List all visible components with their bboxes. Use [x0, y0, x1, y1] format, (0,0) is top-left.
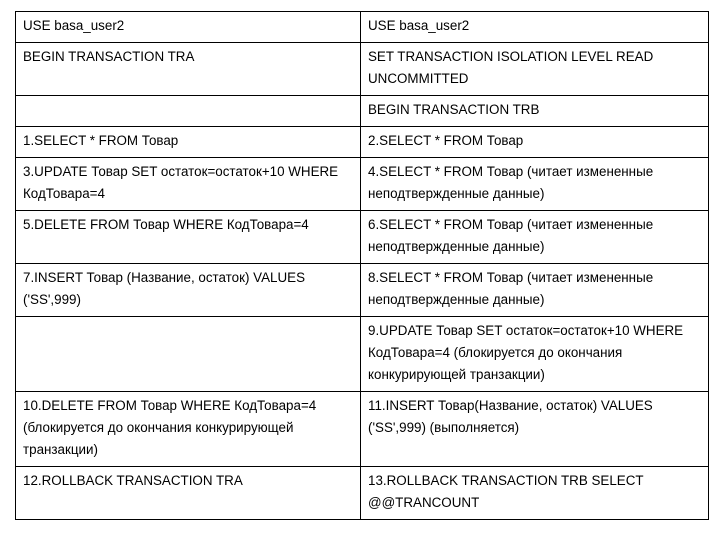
table-row — [16, 127, 709, 158]
right-cell: 6.SELECT * FROM Товар (читает измененные неподтвержденные данные) — [361, 211, 709, 264]
left-cell: 3.UPDATE Товар SET остаток=остаток+10 WHERE КодТовара=4 — [16, 158, 361, 211]
left-cell: BEGIN TRANSACTION TRA — [16, 43, 361, 96]
right-cell: 8.SELECT * FROM Товар (читает измененные неподтвержденные данные) — [361, 264, 709, 317]
table-row — [16, 467, 709, 520]
right-cell: 2.SELECT * FROM Товар — [361, 127, 709, 158]
right-cell: 13.ROLLBACK TRANSACTION TRB SELECT @@TRANCOUNT — [361, 467, 709, 520]
right-cell: 11.INSERT Товар(Название, остаток) VALUES ('SS',999) (выполняется) — [361, 392, 709, 467]
right-cell: 9.UPDATE Товар SET остаток=остаток+10 WHERE КодТовара=4 (блокируется до окончания конкурирующей транзакции) — [361, 317, 709, 392]
left-cell — [16, 96, 361, 127]
right-cell: USE basa_user2 — [361, 12, 709, 43]
right-cell: BEGIN TRANSACTION TRB — [361, 96, 709, 127]
table-row — [16, 158, 709, 211]
left-cell: 10.DELETE FROM Товар WHERE КодТовара=4 (блокируется до окончания конкурирующей транзакции) — [16, 392, 361, 467]
table-row — [16, 264, 709, 317]
right-cell: 4.SELECT * FROM Товар (читает измененные неподтвержденные данные) — [361, 158, 709, 211]
table-row — [16, 96, 709, 127]
table-row — [16, 12, 709, 43]
table-row — [16, 317, 709, 392]
table-row — [16, 211, 709, 264]
left-cell: 5.DELETE FROM Товар WHERE КодТовара=4 — [16, 211, 361, 264]
right-cell: SET TRANSACTION ISOLATION LEVEL READ UNCOMMITTED — [361, 43, 709, 96]
left-cell — [16, 317, 361, 392]
transaction-table-wrapper — [15, 11, 708, 520]
transaction-table — [15, 11, 709, 520]
left-cell: 1.SELECT * FROM Товар — [16, 127, 361, 158]
left-cell: USE basa_user2 — [16, 12, 361, 43]
table-row — [16, 392, 709, 467]
table-row — [16, 43, 709, 96]
left-cell: 12.ROLLBACK TRANSACTION TRA — [16, 467, 361, 520]
left-cell: 7.INSERT Товар (Название, остаток) VALUES ('SS',999) — [16, 264, 361, 317]
